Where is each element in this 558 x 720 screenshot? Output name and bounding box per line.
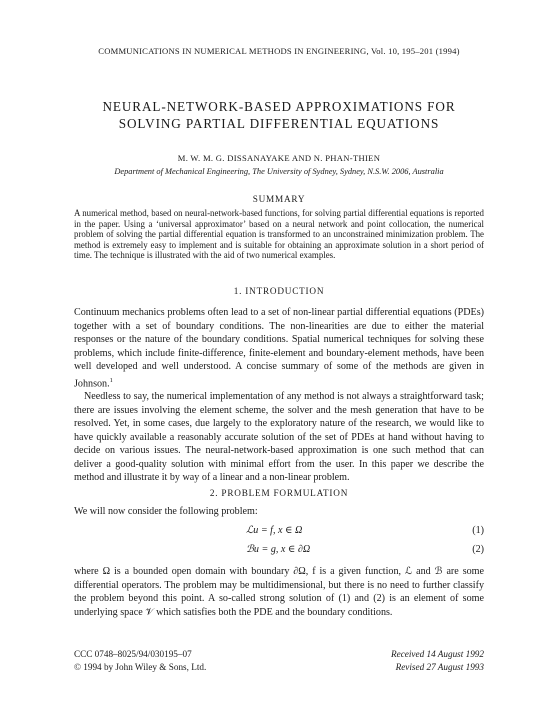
authors: M. W. M. G. DISSANAYAKE AND N. PHAN-THIEN xyxy=(177,153,381,163)
section-1-heading: 1. INTRODUCTION xyxy=(233,286,325,296)
title-line-1: NEURAL-NETWORK-BASED APPROXIMATIONS FOR xyxy=(102,99,456,114)
section-2-paragraph: where Ω is a bounded open domain with boundary ∂Ω, f is a given function, ℒ and ℬ are some differential operators. The problem may be multidimensional, but there is no need to further classify the problem beyond this point. A so-called strong solution of (1) and (2) is an element of some underlying space 𝒱 which satisfies both the PDE and the boundary conditions. xyxy=(74,566,484,618)
summary-text: A numerical method, based on neural-network-based functions, for solving partial differential equations is reported in the paper. Using a ‘universal approximator’ based on a neural network and point collocation, the numerical problem of solving the partial differential equation is transformed to an unconstrained minimization problem. The method is extremely easy to implement and is suitable for obtaining an approximate solution in a short period of time. The technique is illustrated with the aid of two numerical examples. xyxy=(74,208,484,261)
intro-paragraph-2: Needless to say, the numerical implementation of any method is not always a straightforward task; there are issues involving the element scheme, the solver and the mesh generation that have to be resolved. Yet, in some cases, due largely to the exploratory nature of the research, we would like to have quickly available a reasonably accurate solution of the set of PDEs at hand without having to decide on various issues. The neural-network-based approximation is one such method that can deliver a good-quality solution with minimal effort from the user. In this paper we describe the method and illustrate it by way of a linear and a non-linear problem. xyxy=(74,391,484,484)
title-line-2: SOLVING PARTIAL DIFFERENTIAL EQUATIONS xyxy=(118,116,440,131)
footer-revised: Revised 27 August 1993 xyxy=(395,661,484,672)
journal-header: COMMUNICATIONS IN NUMERICAL METHODS IN ENGINEERING, Vol. 10, 195–201 (1994) xyxy=(98,46,460,56)
equation-2 xyxy=(74,544,484,558)
footer-ccc: CCC 0748–8025/94/030195–07 xyxy=(74,649,192,659)
intro-paragraph-1 xyxy=(74,306,484,390)
footer-received: Received 14 August 1992 xyxy=(391,649,484,659)
introduction-body xyxy=(74,306,484,485)
equation-2-expression: ℬu = g, x ∈ ∂Ω xyxy=(246,544,311,555)
section-2-intro: We will now consider the following problem: xyxy=(74,506,258,517)
equation-1-expression: ℒu = f, x ∈ Ω xyxy=(246,525,303,536)
footer-dates xyxy=(391,648,484,673)
citation-ref: 1 xyxy=(109,376,113,384)
affiliation: Department of Mechanical Engineering, The University of Sydney, Sydney, N.S.W. 2006, Australia xyxy=(114,167,444,176)
section-2-heading: 2. PROBLEM FORMULATION xyxy=(209,488,349,498)
summary-heading: SUMMARY xyxy=(252,194,306,204)
equation-1-number: (1) xyxy=(472,525,484,536)
footer-copyright: © 1994 by John Wiley & Sons, Ltd. xyxy=(74,661,207,672)
equation-2-number: (2) xyxy=(472,544,484,555)
footer-publication-info xyxy=(74,648,206,673)
intro-paragraph-1-text: Continuum mechanics problems often lead to a set of non-linear partial differential equations (PDEs) together with a set of boundary conditions. The non-linearities are due to either the material responses or the nature of the boundary conditions. Spatial numerical techniques for solving these problems, which include finite-difference, finite-element and boundary-element methods, have been well developed and well understood. A concise summary of some of the methods are given in Johnson. xyxy=(74,307,484,389)
equation-1 xyxy=(74,525,484,539)
paper-title xyxy=(0,98,558,132)
